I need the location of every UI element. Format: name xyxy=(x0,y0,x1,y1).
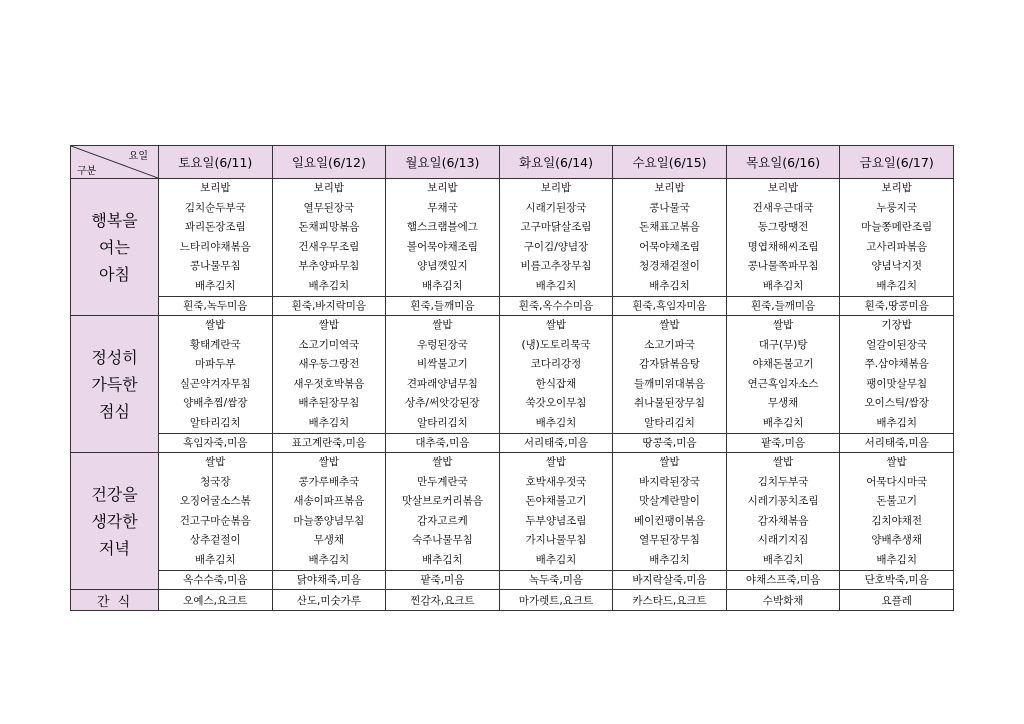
meal-label-line: 정성히 xyxy=(91,347,138,367)
snack-cell: 카스타드,요크트 xyxy=(613,590,727,611)
dish-item: 고구마닭살조림 xyxy=(520,221,592,233)
porridge-cell: 흰죽,들깨미음 xyxy=(386,297,500,316)
dish-item: 알타리김치 xyxy=(644,416,695,429)
dish-item: 고사리파볶음 xyxy=(866,240,928,253)
dish-item: 만두계란국 xyxy=(417,475,468,488)
dish-item: 배추된장무침 xyxy=(298,397,360,409)
header-row xyxy=(71,146,954,179)
dish-item: 쌀밥 xyxy=(318,456,339,468)
dish-item: 시레기꽁치조림 xyxy=(747,495,819,507)
dish-item: 새우젓호박볶음 xyxy=(293,377,365,390)
dish-item: 실곤약겨자무침 xyxy=(179,377,251,390)
porridge-cell: 단호박죽,미음 xyxy=(840,571,954,590)
dish-item: 무생채 xyxy=(313,534,345,546)
dish-item: 열무된장무침 xyxy=(639,534,700,546)
dish-item: 배추김치 xyxy=(194,279,236,292)
porridge-cell: 흰죽,들깨미음 xyxy=(726,297,840,316)
dish-item: 배추김치 xyxy=(194,553,236,566)
dish-item: 무채국 xyxy=(427,201,458,214)
dish-item: 맛살브로커리볶음 xyxy=(401,495,483,507)
dish-item: 돈불고기 xyxy=(876,495,917,507)
meal-label-line: 가득한 xyxy=(91,374,138,394)
dish-item: 볼어묵야채조림 xyxy=(406,240,478,253)
dish-item: 코다리강정 xyxy=(530,358,582,370)
dish-item: 동그랑땡전 xyxy=(757,221,809,233)
dish-item: 새우동그랑전 xyxy=(298,358,360,370)
dish-item: 콩가루배추국 xyxy=(298,475,360,488)
meal-label-line: 저녁 xyxy=(99,538,130,558)
porridge-cell: 서리태죽,미음 xyxy=(499,434,613,453)
dish-item: 배추김치 xyxy=(762,553,804,566)
dish-cell xyxy=(613,453,727,571)
dish-item: 배추김치 xyxy=(535,416,577,429)
dish-item: 김치두부국 xyxy=(757,475,809,488)
dish-item: 우렁된장국 xyxy=(417,338,468,351)
porridge-cell: 땅콩죽,미음 xyxy=(613,434,727,453)
snack-cell: 마가렛트,요크트 xyxy=(499,590,613,611)
dish-item: 돈채표고볶음 xyxy=(639,221,700,233)
porridge-row xyxy=(71,434,954,453)
dish-item: 콩나물무침 xyxy=(189,260,241,272)
dish-cell xyxy=(840,179,954,297)
dish-cell xyxy=(386,179,500,297)
dish-item: 햄스크램블에그 xyxy=(406,221,478,233)
dish-item: 돈채피망볶음 xyxy=(298,221,360,233)
dish-item: 배추김치 xyxy=(762,279,804,292)
porridge-row xyxy=(71,297,954,316)
porridge-cell: 흰죽,바지락미음 xyxy=(272,297,386,316)
dish-item: 보리밥 xyxy=(654,182,685,194)
dish-item: 쌀밥 xyxy=(545,456,567,468)
dish-item: 콩나물쪽파무침 xyxy=(747,260,819,272)
meal-label-line: 아침 xyxy=(99,264,130,284)
dish-item: 보리밥 xyxy=(540,182,572,194)
porridge-cell: 녹두죽,미음 xyxy=(499,571,613,590)
porridge-cell: 옥수수죽,미음 xyxy=(159,571,273,590)
dish-item: 시래기된장국 xyxy=(525,201,587,214)
snack-cell: 찐감자,요크트 xyxy=(386,590,500,611)
dish-cell xyxy=(726,316,840,434)
snack-cell: 산도,미숫가루 xyxy=(272,590,386,611)
dish-item: 양념낙지젓 xyxy=(871,260,923,272)
dish-cell xyxy=(272,179,386,297)
dish-item: 무생채 xyxy=(767,397,799,409)
dish-item: 김치순두부국 xyxy=(184,201,246,214)
meal-dishes-row xyxy=(71,316,954,434)
dish-item: 취나물된장무침 xyxy=(634,397,706,409)
dish-item: 호박새우젓국 xyxy=(525,475,587,488)
meal-label xyxy=(71,316,159,453)
dish-cell xyxy=(159,453,273,571)
snack-cell: 오예스,요크트 xyxy=(159,590,273,611)
dish-item: 감자닭볶음탕 xyxy=(639,358,700,370)
dish-item: 건새우무조림 xyxy=(298,240,360,253)
dish-cell xyxy=(613,316,727,434)
dish-item: 쌀밥 xyxy=(432,456,453,468)
day-header: 수요일(6/15) xyxy=(613,146,727,179)
dish-item: 명엽채해씨조림 xyxy=(747,240,819,253)
dish-item: 새송이파프볶음 xyxy=(293,495,365,507)
dish-item: 대구(무)탕 xyxy=(758,338,808,351)
dish-item: 누룽지국 xyxy=(876,201,917,214)
dish-item: 오징어굴소스볶 xyxy=(179,495,251,507)
dish-item: 상추/써앗강된장 xyxy=(405,397,480,409)
porridge-row xyxy=(71,571,954,590)
dish-cell xyxy=(272,316,386,434)
dish-item: 배추김치 xyxy=(762,416,804,429)
dish-item: 쌀밥 xyxy=(772,456,794,468)
dish-item: 배추김치 xyxy=(649,279,690,292)
dish-item: 양배추생채 xyxy=(871,534,923,546)
meal-label-line: 점심 xyxy=(99,401,130,421)
snack-row xyxy=(71,590,954,611)
dish-cell xyxy=(499,179,613,297)
dish-item: 배추김치 xyxy=(308,279,350,292)
meal-label-line: 건강을 xyxy=(91,484,138,504)
dish-cell xyxy=(386,453,500,571)
day-header: 일요일(6/12) xyxy=(272,146,386,179)
porridge-cell: 흑임자죽,미음 xyxy=(159,434,273,453)
dish-item: 건새우근대국 xyxy=(752,201,814,214)
dish-item: 소고기파국 xyxy=(644,338,695,351)
dish-item: 배추김치 xyxy=(422,279,463,292)
dish-item: 어묵야채조림 xyxy=(639,240,700,253)
dish-item: 쌀밥 xyxy=(659,456,680,468)
dish-item: 오이스틱/쌈장 xyxy=(864,397,929,409)
dish-item: 부추양파무침 xyxy=(298,260,360,272)
dish-item: 쑥갓오이무침 xyxy=(525,397,587,409)
dish-item: 보리밥 xyxy=(427,182,458,194)
dish-item: 배추김치 xyxy=(649,553,690,566)
dish-item: 쌀밥 xyxy=(432,319,453,331)
porridge-cell: 바지락살죽,미음 xyxy=(613,571,727,590)
dish-item: 두부양념조림 xyxy=(525,514,587,527)
dish-cell xyxy=(840,453,954,571)
day-header: 토요일(6/11) xyxy=(159,146,273,179)
meal-dishes-row xyxy=(71,453,954,571)
dish-item: 알타리김치 xyxy=(417,416,468,429)
dish-item: 숙주나물무침 xyxy=(411,534,473,546)
dish-item: 감자채볶음 xyxy=(757,514,809,527)
meal-label xyxy=(71,179,159,316)
dish-item: 쌀밥 xyxy=(886,456,907,468)
dish-item: 돈야채불고기 xyxy=(525,495,587,507)
dish-item: 마늘쫑메란조림 xyxy=(861,221,933,233)
dish-item: 배추김치 xyxy=(308,553,350,566)
dish-item: 베이컨팽이볶음 xyxy=(634,514,706,527)
dish-item: 한식잡채 xyxy=(535,377,577,390)
dish-item: 맛살계란말이 xyxy=(639,495,700,507)
dish-item: 들깨미위대볶음 xyxy=(634,377,706,390)
dish-item: 쌀밥 xyxy=(318,319,339,331)
dish-item: 견파래양념무침 xyxy=(406,377,478,390)
dish-item: 마늘쫑양념무침 xyxy=(293,514,365,527)
dish-item: 얼갈이된장국 xyxy=(866,338,928,351)
dish-item: 감자고르케 xyxy=(417,514,468,527)
porridge-cell: 대추죽,미음 xyxy=(386,434,500,453)
porridge-cell: 흰죽,흑임자미음 xyxy=(613,297,727,316)
header-corner-cell xyxy=(71,146,159,179)
dish-item: 건고구마순볶음 xyxy=(179,514,251,527)
porridge-cell: 표고계란죽,미음 xyxy=(272,434,386,453)
porridge-cell: 흰죽,녹두미음 xyxy=(159,297,273,316)
dish-item: 알타리김치 xyxy=(189,416,241,429)
meal-label xyxy=(71,453,159,590)
dish-item: 쭈.삼야채볶음 xyxy=(864,358,929,370)
dish-item: 팽이맛살무침 xyxy=(866,377,928,390)
dish-item: 어묵다시마국 xyxy=(866,475,928,488)
dish-item: 마파두부 xyxy=(194,358,236,370)
dish-cell xyxy=(159,316,273,434)
porridge-cell: 흰죽,옥수수미음 xyxy=(499,297,613,316)
dish-item: 보리밥 xyxy=(200,182,231,194)
dish-item: 배추김치 xyxy=(876,416,917,429)
dish-item: 시래기지짐 xyxy=(757,534,809,546)
porridge-cell: 흰죽,땅콩미음 xyxy=(840,297,954,316)
dish-cell xyxy=(386,316,500,434)
dish-item: 배추김치 xyxy=(876,553,917,566)
dish-cell xyxy=(840,316,954,434)
day-header: 월요일(6/13) xyxy=(386,146,500,179)
dish-item: 쌀밥 xyxy=(659,319,680,331)
dish-item: 쌀밥 xyxy=(545,319,567,331)
day-header: 목요일(6/16) xyxy=(726,146,840,179)
dish-item: 구이김/양념장 xyxy=(523,240,589,253)
dish-item: 양배추찜/쌈장 xyxy=(183,397,248,409)
dish-item: 가지나물무침 xyxy=(525,534,587,546)
dish-cell xyxy=(499,453,613,571)
dish-item: 열무된장국 xyxy=(303,201,355,214)
snack-cell: 요플레 xyxy=(840,590,954,611)
dish-item: 황태계란국 xyxy=(189,338,241,351)
dish-item: 쌀밥 xyxy=(205,319,226,331)
dish-cell xyxy=(726,453,840,571)
weekly-menu-table xyxy=(70,145,954,611)
meal-dishes-row xyxy=(71,179,954,297)
dish-item: 바지락된장국 xyxy=(639,475,700,488)
snack-label: 간 식 xyxy=(71,590,159,611)
dish-item: 느타리야채볶음 xyxy=(179,240,251,253)
dish-item: 비싹불고기 xyxy=(417,358,468,370)
porridge-cell: 팥죽,미음 xyxy=(386,571,500,590)
category-axis-label: 구분 xyxy=(77,166,97,177)
porridge-cell: 서리태죽,미음 xyxy=(840,434,954,453)
dish-item: 쌀밥 xyxy=(205,456,226,468)
day-header: 금요일(6/17) xyxy=(840,146,954,179)
meal-label-line: 여는 xyxy=(99,237,130,257)
dish-item: 야채돈불고기 xyxy=(752,358,814,370)
dish-cell xyxy=(726,179,840,297)
dish-item: 청경채겉절이 xyxy=(639,260,700,272)
dish-item: 콩나물국 xyxy=(649,201,690,214)
dish-cell xyxy=(159,179,273,297)
snack-cell: 수박화채 xyxy=(726,590,840,611)
porridge-cell: 야채스프죽,미음 xyxy=(726,571,840,590)
dish-item: 배추김치 xyxy=(422,553,463,566)
dish-item: 비름고추장무침 xyxy=(520,260,592,272)
dish-item: (냉)도토리묵국 xyxy=(521,338,591,351)
dish-item: 상추겉절이 xyxy=(189,534,241,546)
dish-item: 김치야채전 xyxy=(871,514,923,527)
dish-item: 보리밥 xyxy=(767,182,799,194)
dish-item: 배추김치 xyxy=(876,279,917,292)
dish-cell xyxy=(272,453,386,571)
dish-item: 보리밥 xyxy=(881,182,912,194)
dish-item: 기장밥 xyxy=(881,319,912,331)
dish-item: 소고기미역국 xyxy=(298,338,360,351)
porridge-cell: 닭야채죽,미음 xyxy=(272,571,386,590)
day-header: 화요일(6/14) xyxy=(499,146,613,179)
porridge-cell: 팥죽,미음 xyxy=(726,434,840,453)
dish-cell xyxy=(499,316,613,434)
dish-item: 꽈리돈장조림 xyxy=(184,221,246,233)
dish-item: 쌀밥 xyxy=(772,319,794,331)
dish-item: 양념깻잎지 xyxy=(417,260,468,272)
meal-label-line: 행복을 xyxy=(91,210,138,230)
dish-item: 배추김치 xyxy=(535,553,577,566)
dish-cell xyxy=(613,179,727,297)
dish-item: 연근흑임자소스 xyxy=(747,377,819,390)
day-axis-label: 요일 xyxy=(128,151,148,162)
dish-item: 배추김치 xyxy=(535,279,577,292)
dish-item: 배추김치 xyxy=(308,416,350,429)
dish-item: 청국장 xyxy=(200,475,231,488)
dish-item: 보리밥 xyxy=(313,182,345,194)
meal-label-line: 생각한 xyxy=(91,511,138,531)
